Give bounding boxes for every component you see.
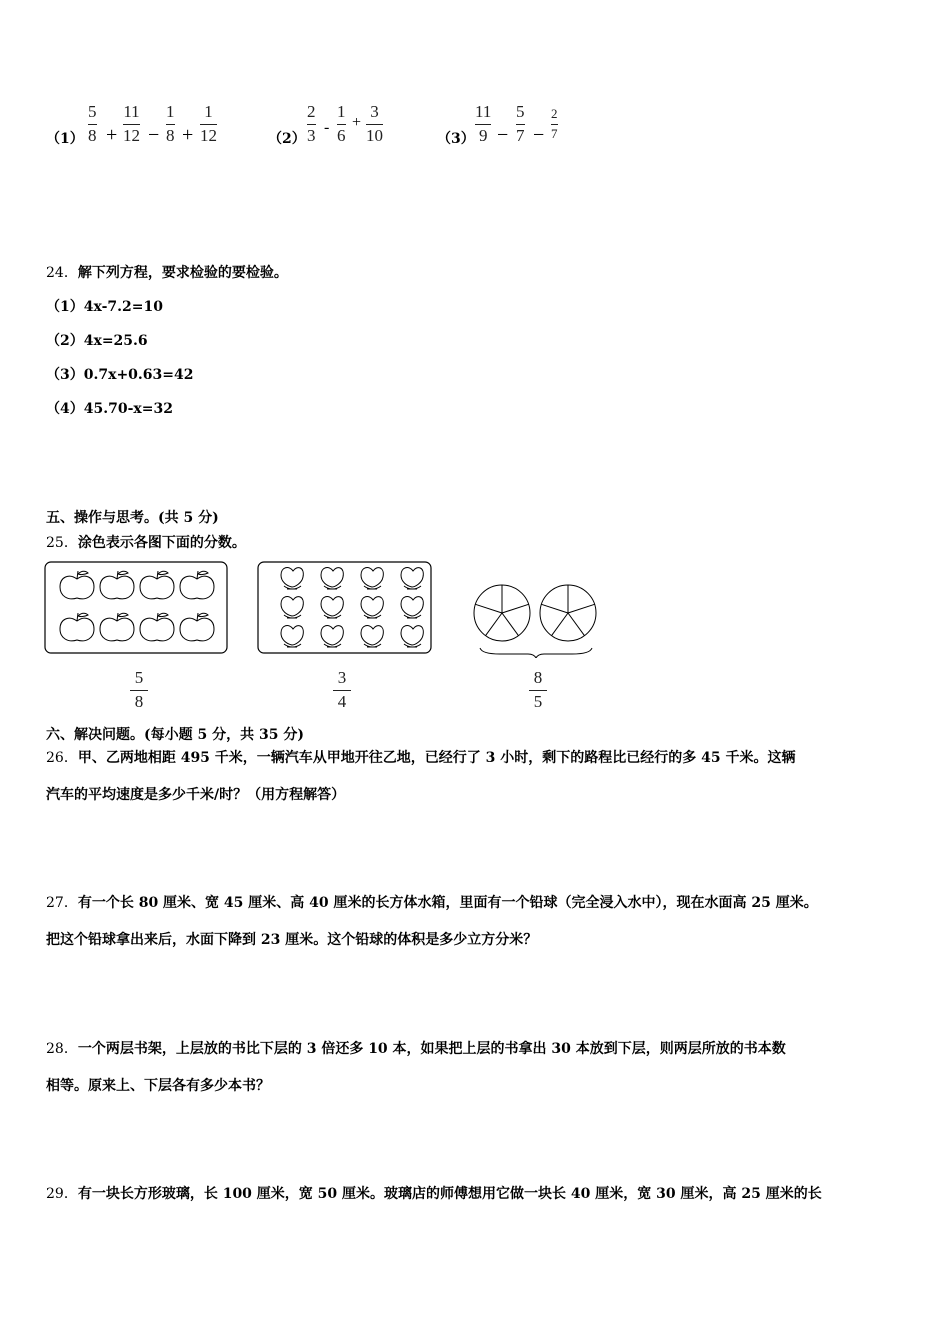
question-text: 有一块长方形玻璃，长 100 厘米，宽 50 厘米。玻璃店的师傅想用它做一块长 40 厘米，宽 30 厘米，高 25 厘米的长 [77,1186,822,1202]
section-heading: 五、操作与思考。(共 5 分) [46,510,219,526]
question-text: 一个两层书架，上层放的书比下层的 3 倍还多 10 本，如果把上层的书拿出 30 本放到下层，则两层所放的书本数 [77,1041,786,1057]
figure-2-fraction: 3 4 [333,669,351,711]
peach-icon [321,568,343,589]
q25-heading [46,532,246,552]
apple-icon [140,613,174,641]
peach-icon [361,568,383,589]
peach-icon [401,626,423,647]
section-heading: 六、解决问题。(每小题 5 分，共 35 分) [46,727,304,743]
fraction: 11 12 [123,102,140,145]
fraction: 1 12 [200,102,217,145]
question-number: 25． [46,535,78,551]
operator: + [106,124,118,146]
question-number: 28． [46,1041,78,1057]
question-text: 有一个长 80 厘米、宽 45 厘米、高 40 厘米的长方体水箱，里面有一个铅球（完全浸入水中），现在水面高 25 厘米。 [77,895,818,911]
operator: - [324,119,330,136]
fraction: 5 7 [516,102,525,145]
q24-heading [46,262,288,282]
q27 [46,885,916,959]
apple-icon [180,571,214,599]
apple-icon [180,613,214,641]
peach-icon [361,626,383,647]
peach-icon [321,597,343,618]
question-text: 解下列方程，要求检验的要检验。 [77,265,288,281]
circles-figure [470,582,600,658]
operator: − [497,124,509,146]
question-text: 甲、乙两地相距 495 千米，一辆汽车从甲地开往乙地，已经行了 3 小时，剩下的路程比已经行的多 45 千米。这辆 [77,750,796,766]
question-number: 26． [46,750,78,766]
peach-icon [281,626,303,647]
circle-5-parts [540,585,596,641]
q23-item-label: （3） [437,131,475,147]
apple-icon [60,571,94,599]
apple-icon [60,613,94,641]
peaches-figure [257,561,432,654]
question-text: 涂色表示各图下面的分数。 [77,535,246,551]
fraction: 5 8 [88,102,97,145]
question-number: 27． [46,895,78,911]
fraction: 11 9 [475,102,492,145]
peach-icon [281,568,303,589]
question-text: 相等。原来上、下层各有多少本书？ [46,1078,270,1094]
apples-figure [44,561,228,654]
brace [480,648,592,658]
q26 [46,740,916,814]
fraction: 2 3 [307,102,316,145]
figure-1-fraction: 5 8 [130,669,148,711]
peach-icon [401,597,423,618]
operator: + [352,114,362,131]
fraction: 3 10 [366,102,383,145]
q23-item-label: （2） [268,131,306,147]
circle-5-parts [474,585,530,641]
q28 [46,1031,916,1105]
apple-icon [100,613,134,641]
apple-icon [100,571,134,599]
equation-4: （4）45.70-x=32 [46,401,173,417]
peach-icon [361,597,383,618]
operator: − [148,124,160,146]
peach-icon [281,597,303,618]
fraction: 1 8 [166,102,175,145]
question-number: 29． [46,1186,78,1202]
question-text: 汽车的平均速度是多少千米/时？（用方程解答） [46,787,346,803]
q29 [46,1176,916,1213]
equation-3: （3）0.7x+0.63=42 [46,367,194,383]
operator: − [533,124,545,146]
question-text: 把这个铅球拿出来后，水面下降到 23 厘米。这个铅球的体积是多少立方分米？ [46,932,538,948]
operator: + [182,124,194,146]
apple-icon [140,571,174,599]
peach-icon [321,626,343,647]
question-number: 24． [46,265,78,281]
figure-3-fraction: 8 5 [529,669,547,711]
fraction: 2 7 [551,106,558,141]
equation-1: （1）4x-7.2=10 [46,299,163,315]
q23-item-label: （1） [46,131,84,147]
equation-2: （2）4x=25.6 [46,333,148,349]
fraction: 1 6 [337,102,346,145]
peach-icon [401,568,423,589]
